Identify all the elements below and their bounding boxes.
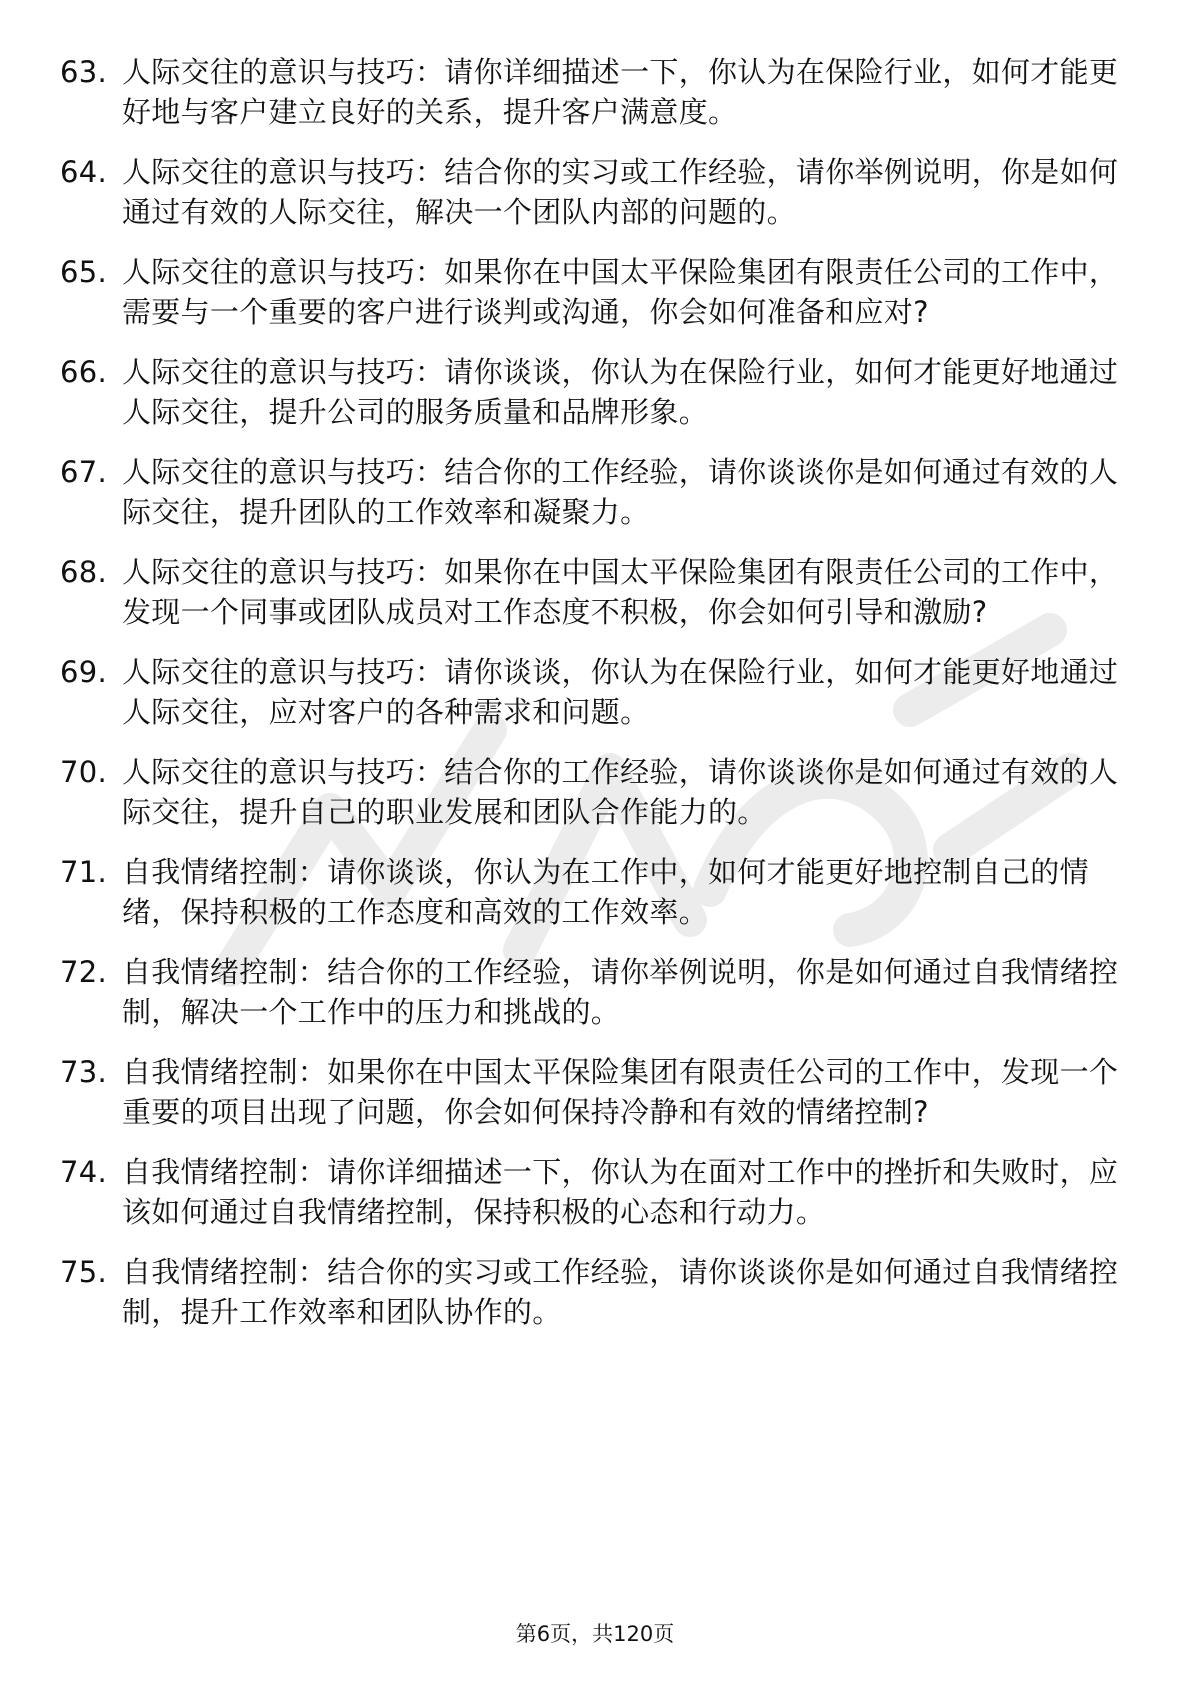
question-text: 自我情绪控制：请你谈谈，你认为在工作中，如何才能更好地控制自己的情绪，保持积极的工作态度和高效的工作效率。	[122, 855, 1089, 929]
question-number: 66.	[60, 355, 108, 389]
question-item	[60, 152, 1120, 232]
question-item	[60, 52, 1120, 132]
question-text: 自我情绪控制：结合你的工作经验，请你举例说明，你是如何通过自我情绪控制，解决一个工作中的压力和挑战的。	[122, 955, 1119, 1029]
question-text: 人际交往的意识与技巧：请你谈谈，你认为在保险行业，如何才能更好地通过人际交往，应对客户的各种需求和问题。	[122, 655, 1119, 729]
question-item	[60, 652, 1120, 732]
page-footer	[0, 1618, 1190, 1648]
question-number: 67.	[60, 455, 108, 489]
question-item	[60, 352, 1120, 432]
question-number: 65.	[60, 255, 108, 289]
question-text: 人际交往的意识与技巧：请你详细描述一下，你认为在保险行业，如何才能更好地与客户建立良好的关系，提升客户满意度。	[122, 55, 1119, 129]
question-text: 人际交往的意识与技巧：结合你的工作经验，请你谈谈你是如何通过有效的人际交往，提升团队的工作效率和凝聚力。	[122, 455, 1119, 529]
question-item	[60, 1252, 1120, 1332]
question-text: 人际交往的意识与技巧：如果你在中国太平保险集团有限责任公司的工作中，需要与一个重要的客户进行谈判或沟通，你会如何准备和应对?	[122, 255, 1119, 329]
question-number: 69.	[60, 655, 108, 689]
question-item	[60, 1152, 1120, 1232]
question-number: 74.	[60, 1155, 108, 1189]
question-item	[60, 1052, 1120, 1132]
question-number: 72.	[60, 955, 108, 989]
question-list	[60, 52, 1120, 1352]
question-item	[60, 752, 1120, 832]
question-text: 人际交往的意识与技巧：结合你的工作经验，请你谈谈你是如何通过有效的人际交往，提升自己的职业发展和团队合作能力的。	[122, 755, 1119, 829]
question-number: 70.	[60, 755, 108, 789]
question-number: 73.	[60, 1055, 108, 1089]
question-item	[60, 452, 1120, 532]
page-number-label: 第6页，共120页	[515, 1622, 675, 1646]
question-number: 71.	[60, 855, 108, 889]
question-number: 63.	[60, 55, 108, 89]
question-text: 人际交往的意识与技巧：结合你的实习或工作经验，请你举例说明，你是如何通过有效的人际交往，解决一个团队内部的问题的。	[122, 155, 1119, 229]
question-item	[60, 852, 1120, 932]
question-number: 64.	[60, 155, 108, 189]
question-item	[60, 552, 1120, 632]
question-text: 自我情绪控制：请你详细描述一下，你认为在面对工作中的挫折和失败时，应该如何通过自我情绪控制，保持积极的心态和行动力。	[122, 1155, 1119, 1229]
question-text: 自我情绪控制：结合你的实习或工作经验，请你谈谈你是如何通过自我情绪控制，提升工作效率和团队协作的。	[122, 1255, 1119, 1329]
question-number: 68.	[60, 555, 108, 589]
question-text: 人际交往的意识与技巧：如果你在中国太平保险集团有限责任公司的工作中，发现一个同事或团队成员对工作态度不积极，你会如何引导和激励?	[122, 555, 1119, 629]
question-item	[60, 952, 1120, 1032]
question-text: 人际交往的意识与技巧：请你谈谈，你认为在保险行业，如何才能更好地通过人际交往，提升公司的服务质量和品牌形象。	[122, 355, 1119, 429]
question-number: 75.	[60, 1255, 108, 1289]
question-text: 自我情绪控制：如果你在中国太平保险集团有限责任公司的工作中，发现一个重要的项目出现了问题，你会如何保持冷静和有效的情绪控制?	[122, 1055, 1119, 1129]
question-item	[60, 252, 1120, 332]
